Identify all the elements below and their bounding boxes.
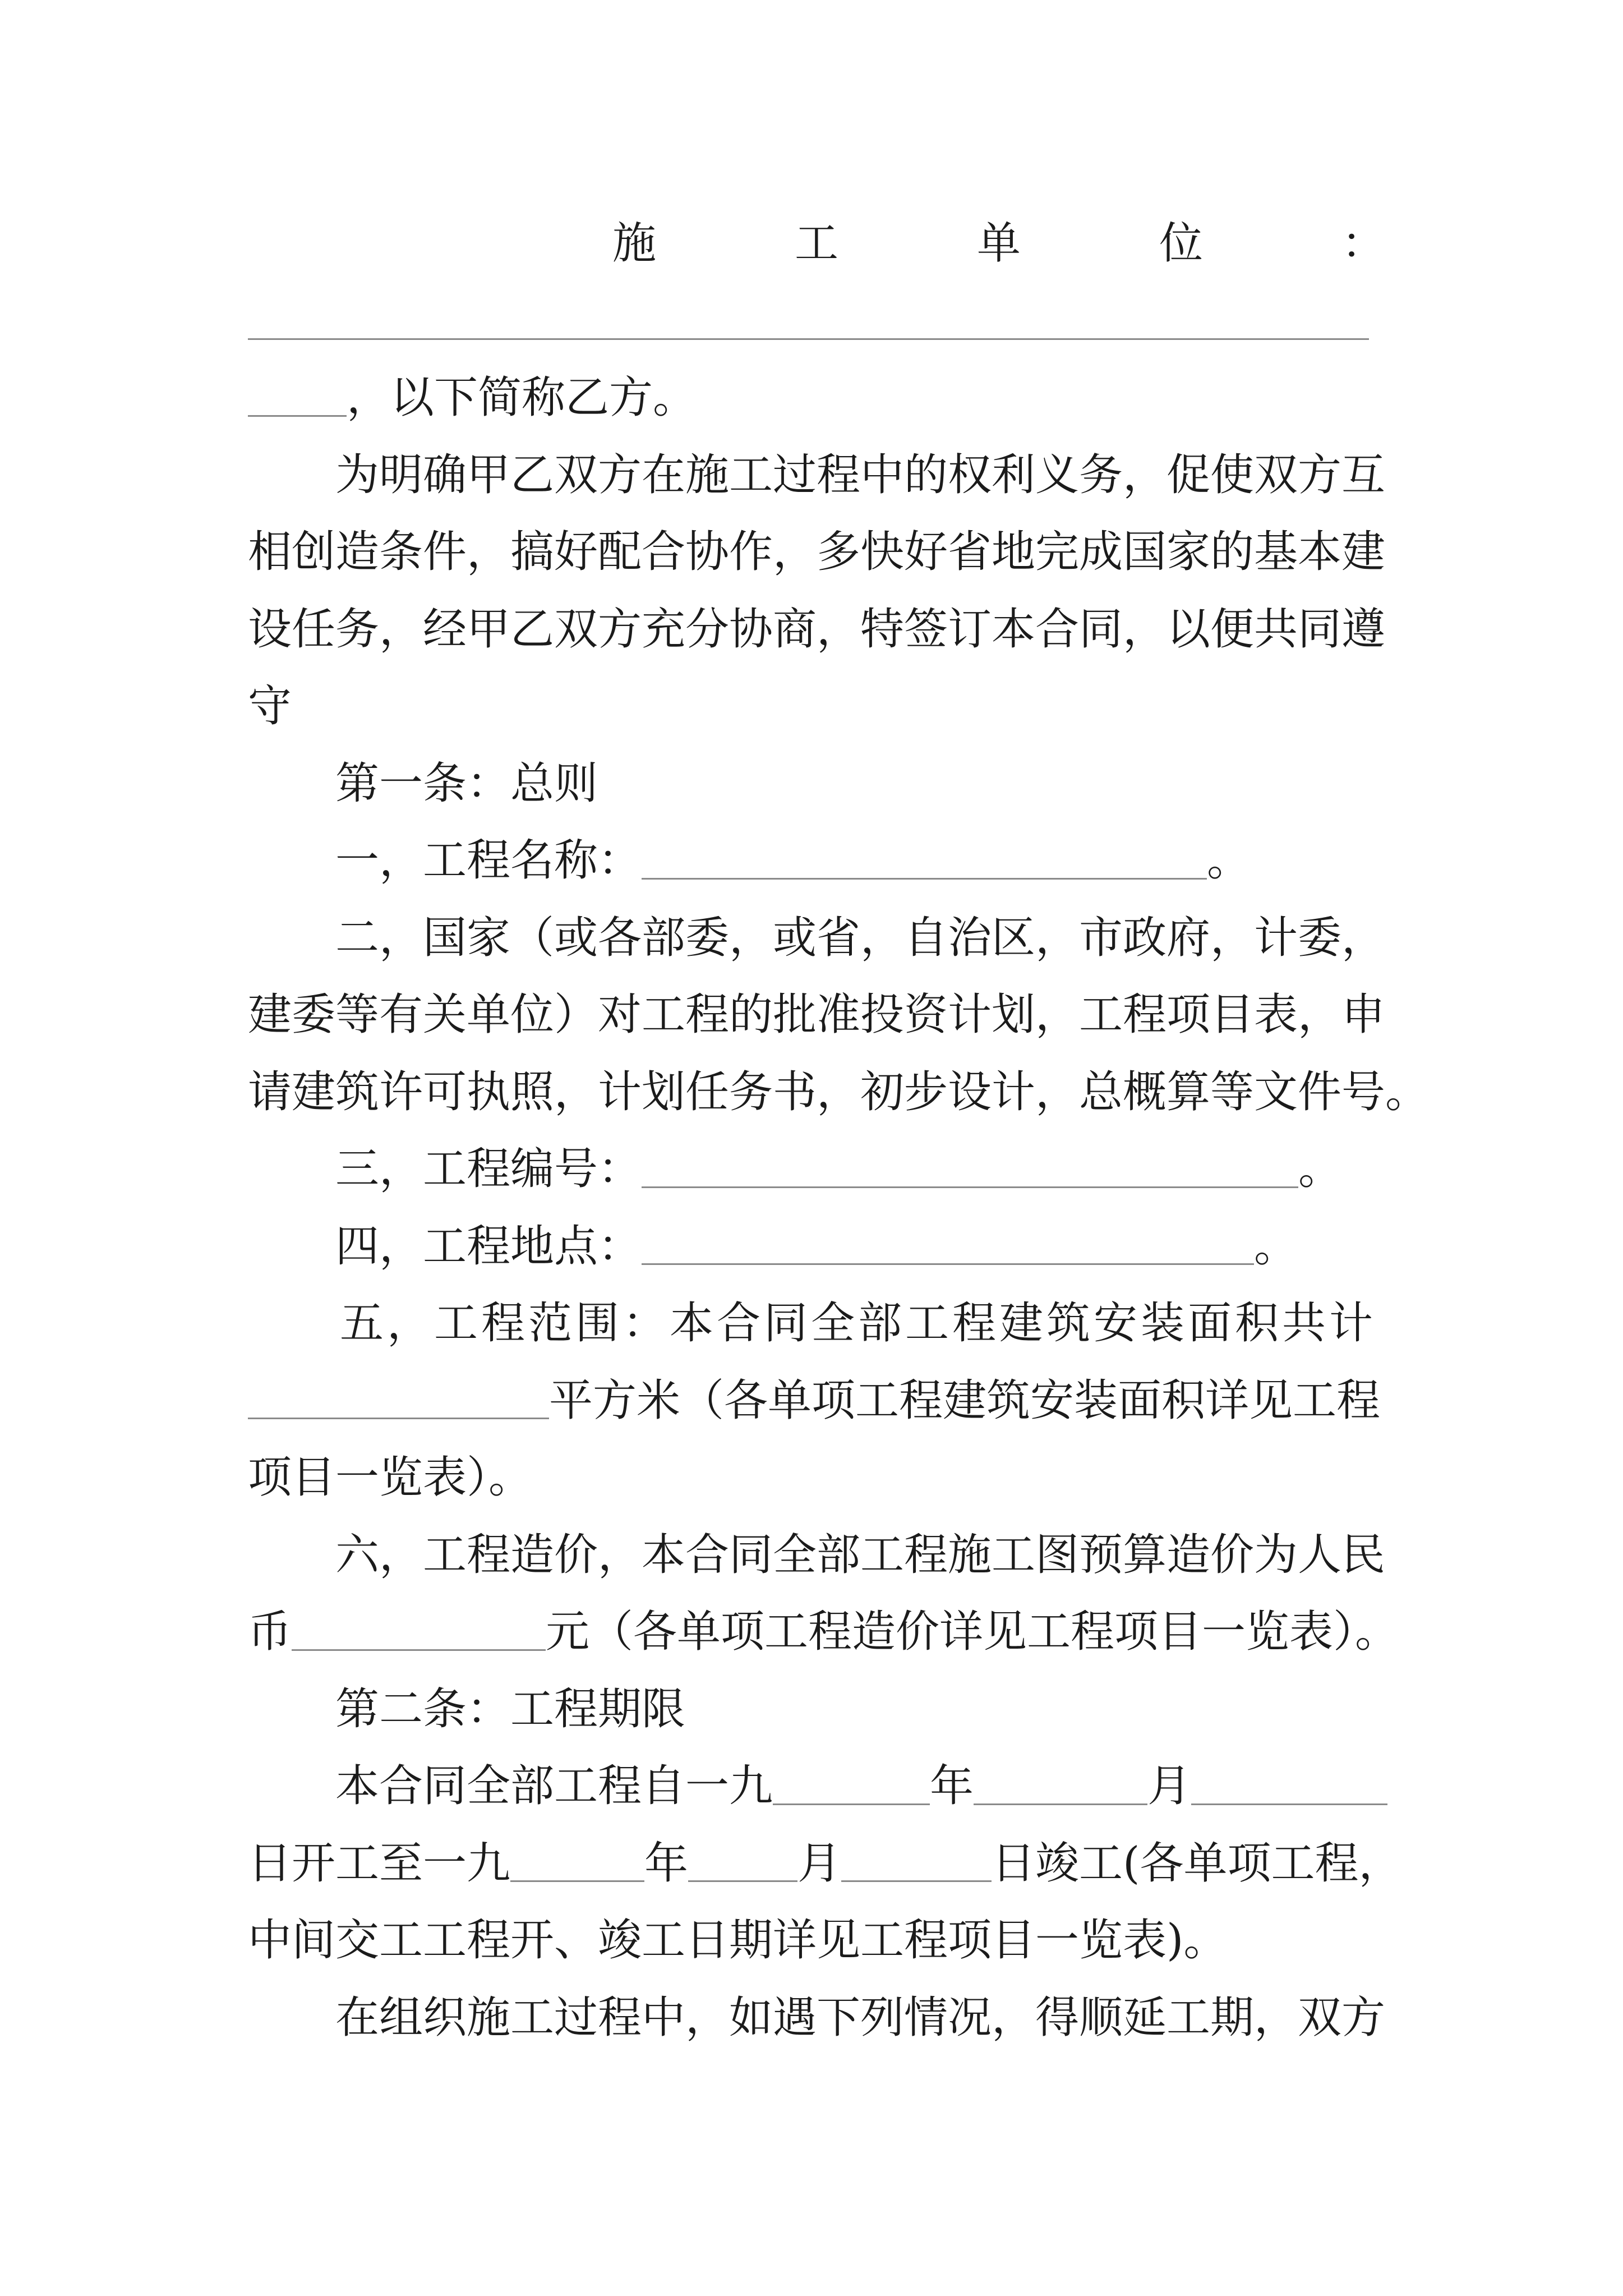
- contractor-title: 施工单位：: [612, 218, 1524, 269]
- period-end-tail: 日竣工(各单项工程，: [992, 1838, 1403, 1889]
- period-end-line: [248, 1825, 1510, 1903]
- item-5-line: 五，工程范围：本合同全部工程建筑安装面积共计: [340, 1298, 1377, 1349]
- end-day-blank: [841, 1880, 992, 1882]
- project-number-blank: [642, 1186, 1298, 1188]
- item-2-line: 请建筑许可执照，计划任务书，初步设计，总概算等文件号。: [248, 1066, 1430, 1117]
- contract-body: [248, 360, 1510, 2056]
- start-day-blank: [1191, 1803, 1387, 1805]
- end-month-label: 月: [797, 1838, 842, 1889]
- period-start-text: 本合同全部工程自一九: [335, 1761, 773, 1811]
- item-5-line: 项目一览表）。: [248, 1452, 533, 1503]
- end-year-label: 年: [644, 1838, 689, 1889]
- article-2-heading: 第二条：工程期限: [335, 1683, 686, 1734]
- preamble-line: 设任务，经甲乙双方充分协商，特签订本合同，以便共同遵: [248, 604, 1386, 655]
- item-5-area-line: [248, 1363, 1510, 1440]
- item-6-price-line: [248, 1594, 1510, 1671]
- party-b-note: ，以下简称乙方。: [347, 372, 697, 423]
- project-name-blank: [642, 878, 1207, 880]
- item-4-project-location: [248, 1208, 1510, 1286]
- preamble-line: 守: [248, 681, 292, 731]
- item-1-project-name: [248, 822, 1510, 900]
- party-b-line: [248, 360, 1510, 437]
- end-month-blank: [688, 1880, 797, 1882]
- period-note-line: 中间交工工程开、竣工日期详见工程项目一览表)。: [248, 1915, 1228, 1966]
- project-location-blank: [642, 1263, 1254, 1265]
- project-location-label: 四，工程地点：: [335, 1221, 642, 1272]
- end-year-blank: [510, 1880, 644, 1882]
- extension-clause-line: 在组织施工过程中，如遇下列情况，得顺延工期，双方: [335, 1992, 1386, 2043]
- party-b-blank: [248, 415, 347, 417]
- contractor-name-blank: [248, 338, 1369, 340]
- price-blank: [292, 1649, 546, 1651]
- project-name-label: 一，工程名称：: [335, 835, 642, 886]
- project-number-label: 三，工程编号：: [335, 1144, 642, 1194]
- start-month-blank: [974, 1803, 1147, 1805]
- project-location-end: 。: [1254, 1221, 1298, 1272]
- period-start-line: [248, 1748, 1510, 1825]
- area-blank: [248, 1418, 549, 1419]
- start-year-blank: [773, 1803, 930, 1805]
- preamble-line: 为明确甲乙双方在施工过程中的权利义务，促使双方互: [335, 449, 1386, 500]
- item-3-project-number: [248, 1131, 1510, 1208]
- period-end-text: 日开工至一九: [248, 1838, 511, 1889]
- project-name-end: 。: [1207, 835, 1251, 886]
- price-unit-text: 元（各单项工程造价详见工程项目一览表）。: [546, 1607, 1399, 1657]
- project-number-end: 。: [1298, 1144, 1343, 1194]
- item-2-line: 二，国家（或各部委，或省，自治区，市政府，计委，: [335, 912, 1386, 963]
- area-unit-text: 平方米（各单项工程建筑安装面积详见工程: [549, 1375, 1381, 1426]
- start-year-label: 年: [930, 1761, 974, 1811]
- start-month-label: 月: [1147, 1761, 1192, 1811]
- article-1-heading: 第一条：总则: [335, 758, 598, 809]
- preamble-line: 相创造条件，搞好配合协作，多快好省地完成国家的基本建: [248, 527, 1386, 577]
- price-currency-text: 币: [248, 1607, 292, 1657]
- item-2-line: 建委等有关单位）对工程的批准投资计划，工程项目表，申: [248, 990, 1386, 1040]
- item-6-line: 六，工程造价，本合同全部工程施工图预算造价为人民: [335, 1529, 1386, 1580]
